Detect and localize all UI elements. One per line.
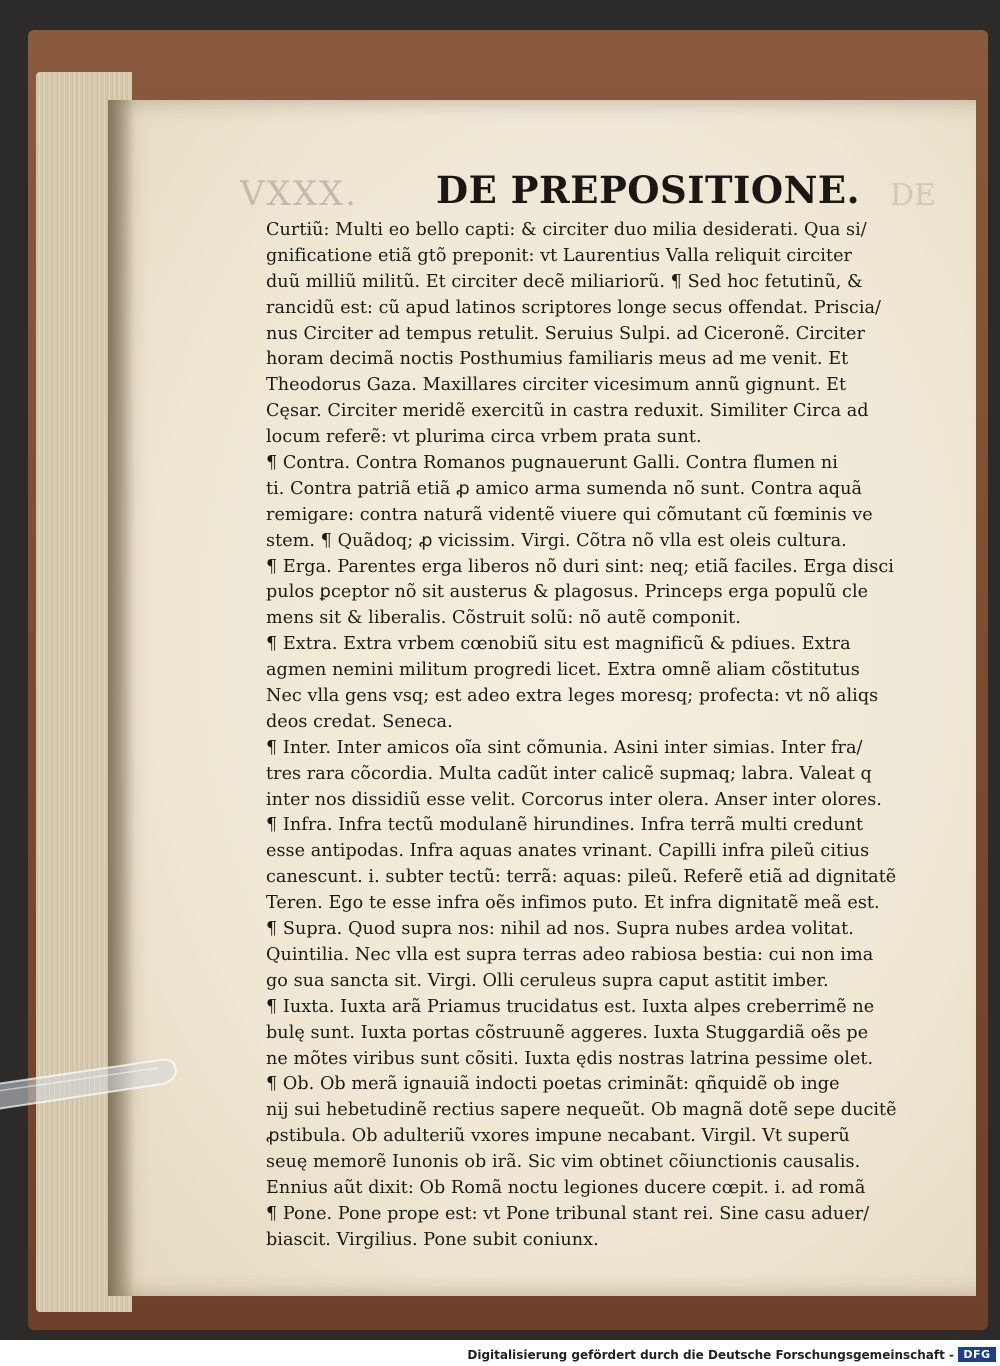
text-line: Nec vlla gens vsq; est adeo extra leges moresq; profecta: vt nõ aliqs (266, 686, 879, 707)
folio-number: VXXX. (240, 174, 358, 214)
text-line: Theodorus Gaza. Maxillares circiter vicesimum annũ gignunt. Et (266, 375, 847, 396)
bleed-through-text: DE (890, 178, 936, 213)
text-line: ¶ Erga. Parentes erga liberos nõ duri sint: neq; etiã faciles. Erga disci (266, 556, 894, 577)
text-line: inter nos dissidiũ esse velit. Corcorus inter olera. Anser inter olores. (266, 789, 882, 810)
footer-bar (0, 1344, 1000, 1366)
running-title: DE PREPOSITIONE. (436, 168, 860, 212)
funding-credit: Digitalisierung gefördert durch die Deutsche Forschungsgemeinschaft - (467, 1348, 954, 1362)
text-line: ¶ Extra. Extra vrbem cœnobiũ situ est magnificũ & pdiues. Extra (266, 634, 851, 655)
text-line: ti. Contra patriã etiã ꝓ amico arma sumenda nõ sunt. Contra aquã (266, 478, 862, 499)
text-line: mens sit & liberalis. Cõstruit solũ: nõ autẽ componit. (266, 608, 741, 629)
text-line: ¶ Infra. Infra tectũ modulanẽ hirundines. Infra terrã multi credunt (266, 815, 864, 836)
text-line: locum referẽ: vt plurima circa vrbem prata sunt. (266, 427, 702, 448)
text-line: ¶ Contra. Contra Romanos pugnauerunt Galli. Contra flumen ni (266, 453, 838, 474)
text-line: nij sui hebetudinẽ rectius sapere nequeũt. Ob magnã dotẽ sepe ducitẽ (266, 1100, 897, 1121)
page-header (240, 168, 940, 218)
text-line: ꝓstibula. Ob adulteriũ vxores impune necabant. Virgil. Vt superũ (266, 1126, 850, 1147)
text-line: esse antipodas. Infra aquas anates vrinant. Capilli infra pileũ citius (266, 841, 870, 862)
text-line: go sua sancta sit. Virgi. Olli ceruleus supra caput astitit imber. (266, 970, 829, 991)
text-line: Quintilia. Nec vlla est supra terras adeo rabiosa bestia: cui non ima (266, 944, 874, 965)
dfg-logo: DFG (958, 1347, 996, 1362)
text-line: rancidũ est: cũ apud latinos scriptores longe secus offendat. Priscia/ (266, 297, 882, 318)
text-line: ¶ Pone. Pone prope est: vt Pone tribunal stant rei. Sine casu aduer/ (266, 1203, 870, 1224)
text-line: bulę sunt. Iuxta portas cõstruunẽ aggeres. Iuxta Stuggardiã oẽs pe (266, 1022, 869, 1043)
text-line: ¶ Inter. Inter amicos oĩa sint cõmunia. Asini inter simias. Inter fra/ (266, 737, 863, 758)
text-line: Cęsar. Circiter meridẽ exercitũ in castra reduxit. Similiter Circa ad (266, 401, 869, 422)
text-line: gnificatione etiã gtõ preponit: vt Laurentius Valla reliquit circiter (266, 245, 853, 266)
text-line: biascit. Virgilius. Pone subit coniunx. (266, 1229, 599, 1250)
text-line: pulos ꝑceptor nõ sit austerus & plagosus. Princeps erga populũ cle (266, 582, 869, 603)
text-line: deos credat. Seneca. (266, 711, 453, 732)
text-line: ¶ Supra. Quod supra nos: nihil ad nos. Supra nubes ardea volitat. (266, 919, 854, 940)
text-line: stem. ¶ Quãdoq; ꝓ vicissim. Virgi. Cõtra nõ vlla est oleis cultura. (266, 530, 847, 551)
text-line: duũ milliũ militũ. Et circiter decẽ miliariorũ. ¶ Sed hoc fetutinũ, & (266, 271, 863, 292)
transparent-ruler (0, 1040, 190, 1120)
text-line: ne mõtes viribus sunt cõsiti. Iuxta ędis nostras latrina pessime olet. (266, 1048, 874, 1069)
text-line: ¶ Ob. Ob merã ignauiã indocti poetas criminãt: qñquidẽ ob inge (266, 1074, 840, 1095)
text-block (266, 218, 914, 1254)
text-line: canescunt. i. subter tectũ: terrã: aquas: pileũ. Referẽ etiã ad dignitatẽ (266, 867, 897, 888)
text-line: remigare: contra naturã videntẽ viuere qui cõmutant cũ fœminis ve (266, 504, 873, 525)
text-line: horam decimã noctis Posthumius familiaris meus ad me venit. Et (266, 349, 849, 370)
text-line: nus Circiter ad tempus retulit. Seruius Sulpi. ad Ciceronẽ. Circiter (266, 323, 865, 344)
text-line: agmen nemini militum progredi licet. Extra omnẽ aliam cõstitutus (266, 660, 860, 681)
text-line: ¶ Iuxta. Iuxta arã Priamus trucidatus est. Iuxta alpes creberrimẽ ne (266, 996, 875, 1017)
text-line: Ennius aũt dixit: Ob Romã noctu legiones ducere cœpit. i. ad romã (266, 1177, 866, 1198)
text-line: Curtiũ: Multi eo bello capti: & circiter duo milia desiderati. Qua si/ (266, 220, 867, 240)
text-line: seuę memorẽ Iunonis ob irã. Sic vim obtinet cõiunctionis causalis. (266, 1152, 861, 1173)
text-line: tres rara cõcordia. Multa cadũt inter calicẽ supmaq; labra. Valeat q (266, 763, 872, 784)
text-line: Teren. Ego te esse infra oẽs infimos puto. Et infra dignitatẽ meã est. (266, 893, 880, 914)
